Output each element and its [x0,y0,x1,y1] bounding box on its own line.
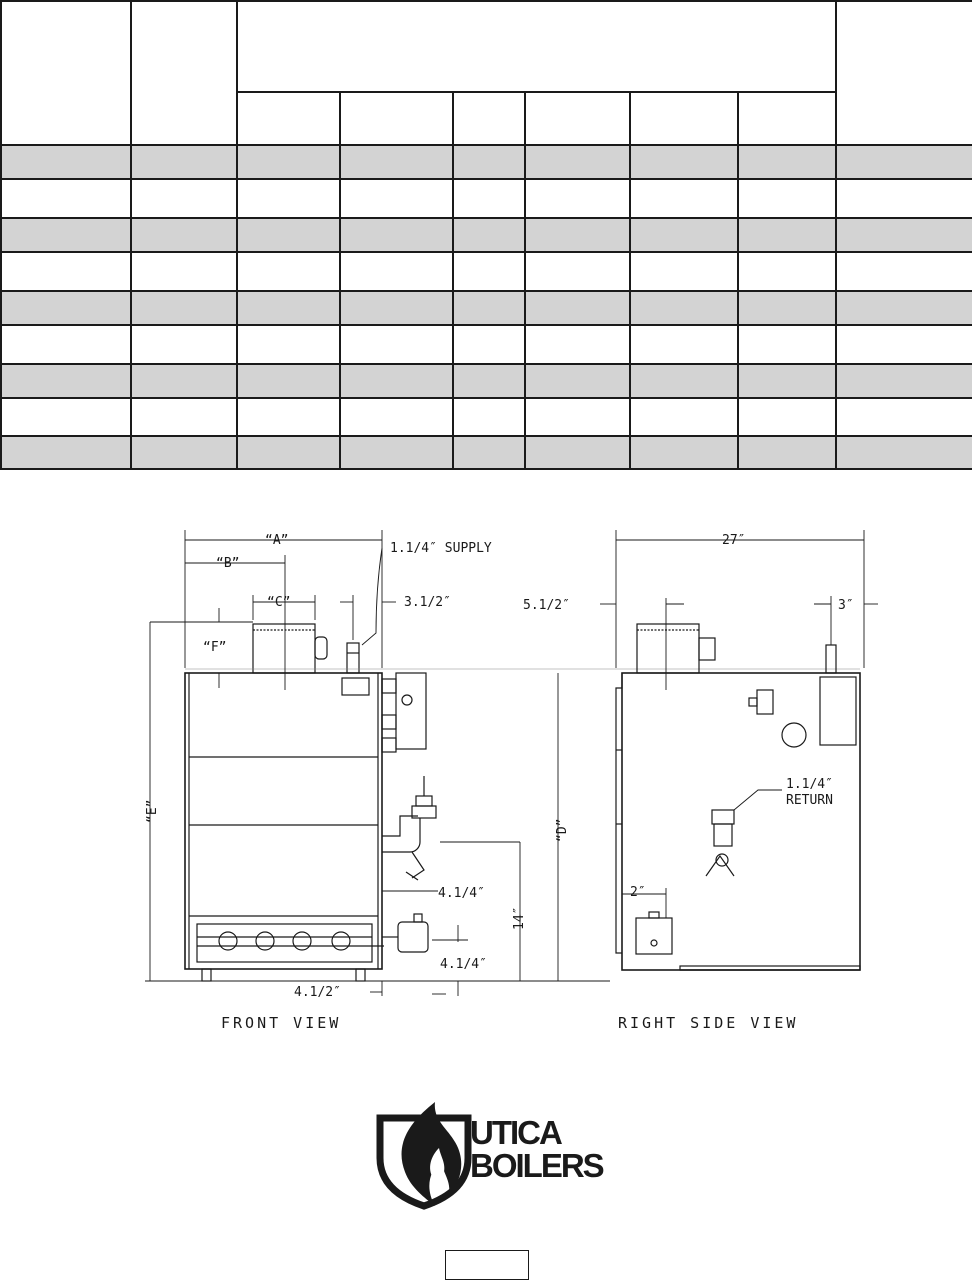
header-cell [131,1,237,145]
table-row [1,291,972,325]
dim-b-label: “B” [216,556,240,571]
right-side-view-dimensions [600,530,878,918]
depth-label: 27″ [722,533,746,548]
table-row [1,325,972,364]
front-view-title: FRONT VIEW [221,1014,342,1032]
side-gas-offset-label: 2″ [630,885,646,900]
logo-line-utica: UTICA [470,1114,561,1151]
side-supply-offset-label: 3″ [838,598,854,613]
return-label: RETURN [786,793,833,808]
table-row [1,398,972,436]
return-height-label: 14″ [512,906,527,930]
subheader-cell [453,92,525,145]
header-cell [836,1,972,145]
gas-offset-label: 4.1/2″ [294,985,341,1000]
dim-a-label: “A” [265,533,289,548]
dim-e-label: “E” [145,799,160,823]
subheader-cell [525,92,630,145]
return-size-label: 1.1/4″ [786,777,833,792]
table-row [1,436,972,469]
table-row [1,364,972,398]
table-row [1,145,972,179]
subheader-cell [340,92,453,145]
header-cell [1,1,131,145]
right-side-view-title: RIGHT SIDE VIEW [618,1014,799,1032]
table-row [1,218,972,252]
table-row [1,179,972,218]
logo-line-boilers: BOILERS [470,1147,603,1184]
subheader-cell [738,92,836,145]
subheader-cell [630,92,738,145]
flue-offset-label: 5.1/2″ [523,598,570,613]
gas-height-label: 4.1/4″ [440,957,487,972]
supply-offset-label: 3.1/2″ [404,595,451,610]
supply-label: 1.1/4″ SUPPLY [390,541,492,556]
page-number-box [445,1250,529,1280]
dim-c-label: “C” [267,595,291,610]
table-row [1,252,972,291]
subheader-cell [237,92,340,145]
utica-boilers-logo [375,1100,605,1210]
spec-table [0,0,972,470]
dim-d-label: “D” [555,818,570,842]
return-offset-label: 4.1/4″ [438,886,485,901]
table-header-row [1,1,972,92]
dim-f-label: “F” [203,640,227,655]
boiler-dimension-drawing [0,480,972,1040]
header-group-cell [237,1,836,92]
